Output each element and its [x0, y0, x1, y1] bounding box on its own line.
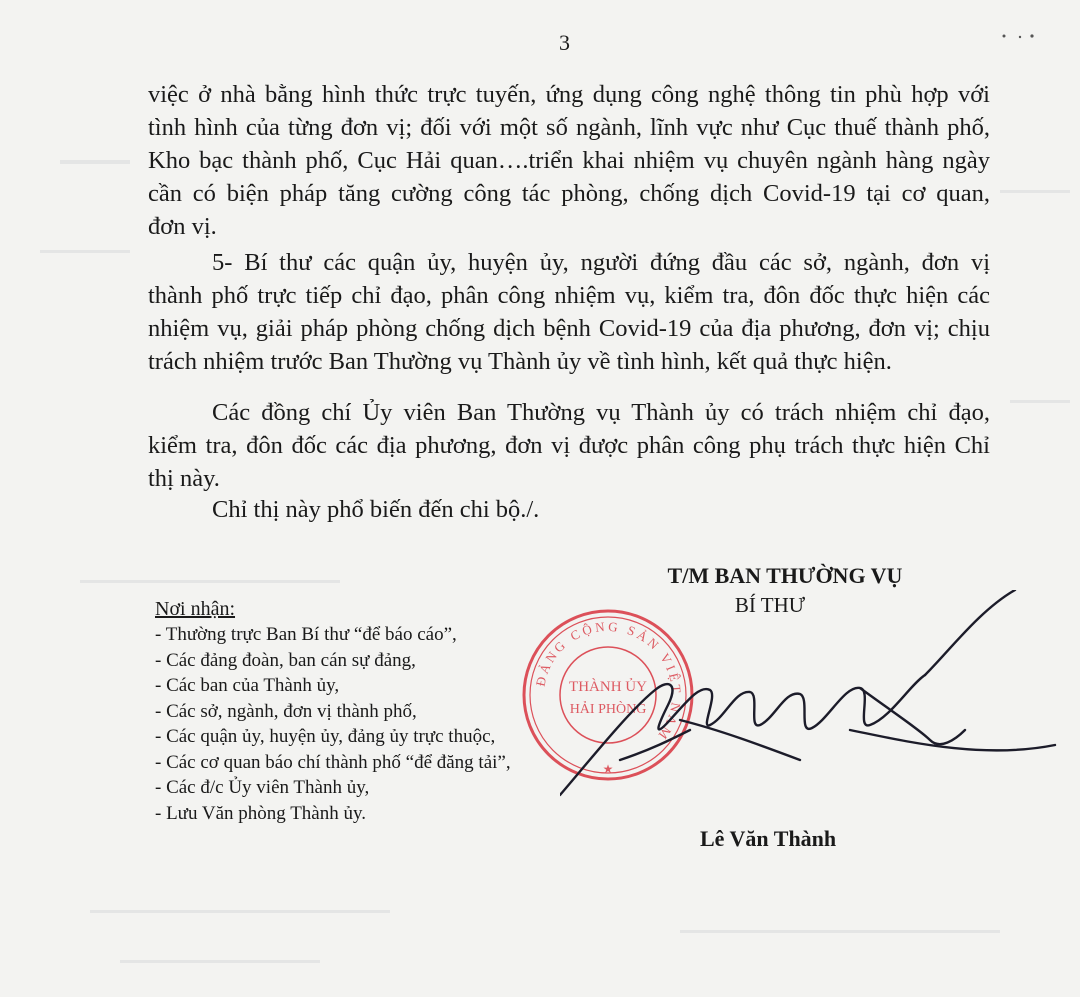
- recipient-item: - Các đảng đoàn, ban cán sự đảng,: [155, 649, 416, 671]
- paragraph-line: nhiệm vụ, giải pháp phòng chống dịch bệnh Covid-19 của địa phương, đơn vị; chịu: [148, 315, 990, 342]
- stamp-center-line: HẢI PHÒNG: [569, 702, 647, 717]
- paragraph-3: [148, 396, 990, 495]
- recipient-item: - Thường trực Ban Bí thư “để báo cáo”,: [155, 624, 457, 645]
- recipient-item: - Các quận ủy, huyện ủy, đảng ủy trực thuộc,: [155, 726, 496, 747]
- page-number: 3: [559, 30, 570, 55]
- paragraph-line: đơn vị.: [148, 213, 217, 240]
- paragraph-2: [148, 246, 990, 378]
- recipient-item: - Lưu Văn phòng Thành ủy.: [155, 802, 367, 824]
- paragraph-line: 5- Bí thư các quận ủy, huyện ủy, người đứng đầu các sở, ngành, đơn vị: [212, 249, 990, 276]
- signature-title: T/M BAN THƯỜNG VỤ: [667, 563, 903, 588]
- recipients-title: Nơi nhận:: [155, 598, 236, 620]
- stamp-star-icon: ★: [602, 762, 614, 776]
- recipient-item: - Các cơ quan báo chí thành phố “để đăng tải”,: [155, 751, 511, 773]
- recipients-block: [155, 596, 511, 826]
- paragraph-line: Kho bạc thành phố, Cục Hải quan….triển khai nhiệm vụ chuyên ngành hàng ngày: [148, 147, 990, 174]
- paragraph-4: [148, 493, 990, 526]
- paragraph-line: việc ở nhà bằng hình thức trực tuyến, ứng dụng công nghệ thông tin phù hợp với: [148, 81, 990, 108]
- paragraph-line: Các đồng chí Ủy viên Ban Thường vụ Thành ủy có trách nhiệm chỉ đạo,: [212, 399, 990, 426]
- paragraph-1: [148, 78, 990, 243]
- handwritten-signature: [560, 590, 1060, 820]
- stamp-ring-text: ĐẢNG CỘNG SẢN VIỆT NAM: [532, 618, 685, 745]
- paragraph-line: cần có biện pháp tăng cường công tác phòng, chống dịch Covid-19 tại cơ quan,: [148, 180, 990, 207]
- recipients-list: [155, 622, 511, 826]
- stamp-center-line: THÀNH ỦY: [569, 679, 647, 695]
- recipient-item: - Các đ/c Ủy viên Thành ủy,: [155, 777, 370, 798]
- signer-name: Lê Văn Thành: [700, 826, 837, 851]
- recipient-item: - Các ban của Thành ủy,: [155, 675, 340, 696]
- recipient-item: - Các sở, ngành, đơn vị thành phố,: [155, 700, 417, 722]
- paragraph-line: tình hình của từng đơn vị; đối với một số ngành, lĩnh vực như Cục thuế thành phố,: [148, 114, 990, 141]
- closing-line: Chỉ thị này phổ biến đến chi bộ./.: [212, 496, 540, 523]
- paragraph-line: trách nhiệm trước Ban Thường vụ Thành ủy về tình hình, kết quả thực hiện.: [148, 348, 892, 375]
- corner-mark: [1000, 32, 1040, 42]
- paragraph-line: thị này.: [148, 465, 220, 492]
- paragraph-line: kiểm tra, đôn đốc các địa phương, đơn vị được phân công phụ trách thực hiện Chỉ: [148, 432, 990, 459]
- paragraph-line: thành phố trực tiếp chỉ đạo, phân công nhiệm vụ, kiểm tra, đôn đốc thực hiện các: [148, 282, 990, 309]
- signature-role: BÍ THƯ: [734, 593, 806, 617]
